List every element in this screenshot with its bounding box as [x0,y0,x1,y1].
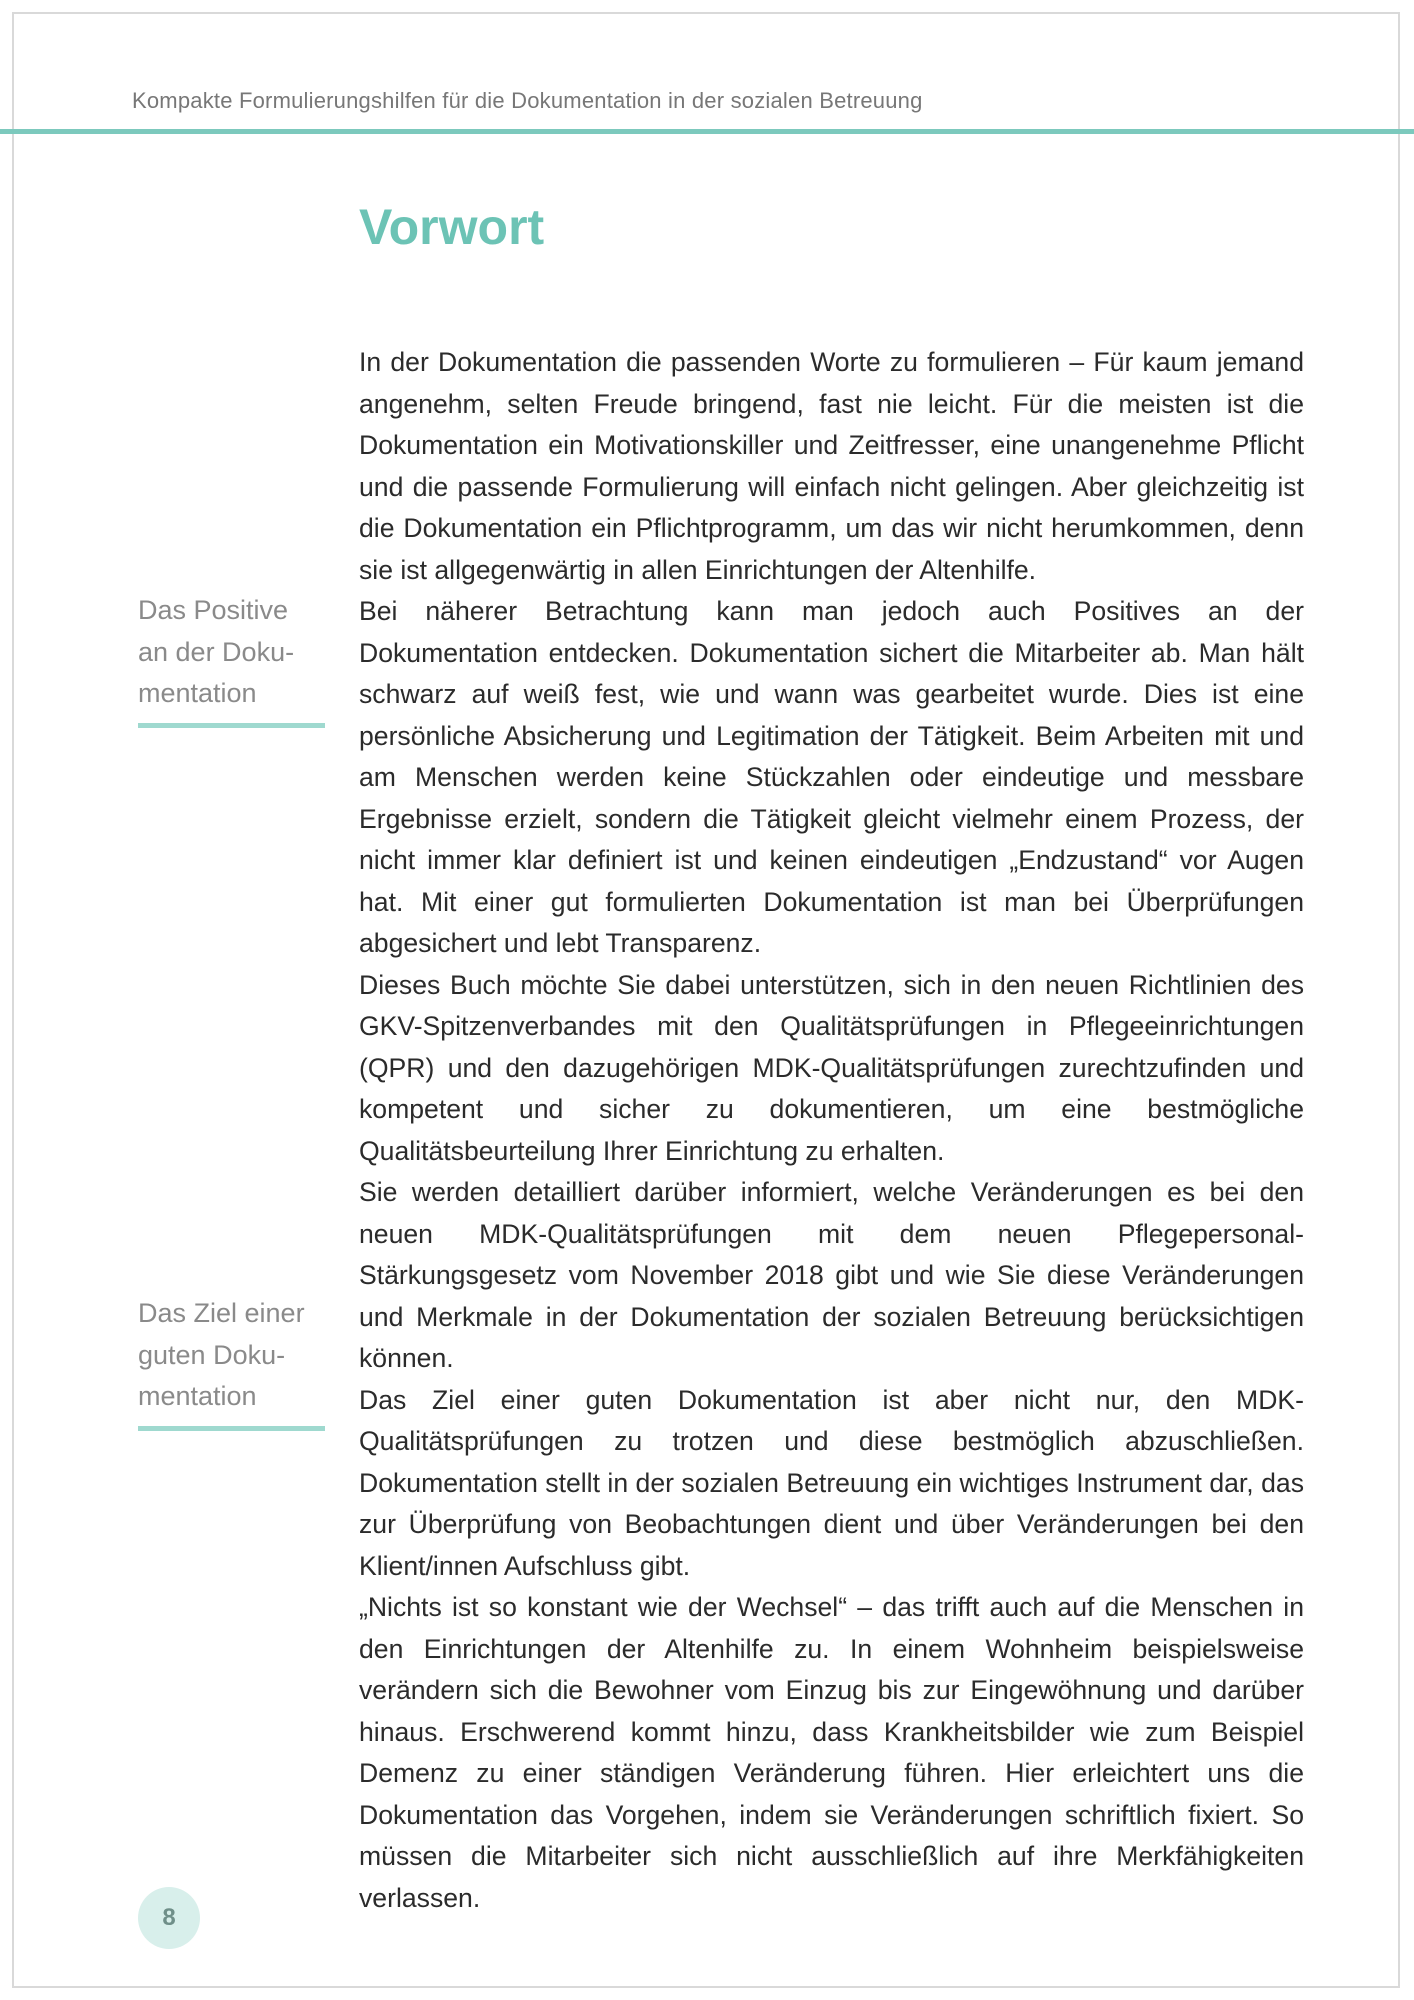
margin-note-rule [138,723,325,728]
margin-note-rule [138,1426,325,1431]
page-number-badge [138,1887,200,1949]
margin-note-line: Das Ziel einer [138,1298,305,1328]
margin-note-line: guten Doku- [138,1339,286,1370]
paragraph-positive: Bei näherer Betrachtung kann man jedoch auch Positives an der Dokumentation entdecken. Dokumentation sichert die Mitarbeiter ab. Man hält schwarz auf weiß fest, wie und wann was gearbeitet wurde. Dies ist eine persönliche Absicherung und Legitimation der Tätigkeit. Beim Arbeiten mit und am Menschen werden keine Stückzahlen oder eindeutige und messbare Ergebnisse erzielt, sondern die Tätigkeit gleicht vielmehr einem Prozess, der nicht immer klar definiert ist und keinen eindeutigen „Endzustand“ vor Augen hat. Mit einer gut formulierten Dokumentation ist man bei Überprüfungen abgesichert und lebt Transparenz. [359,596,1304,958]
paragraph-change-constant: „Nichts ist so konstant wie der Wechsel“ – das trifft auch auf die Menschen in den Einrichtungen der Altenhilfe zu. In einem Wohnheim beispielsweise verändern sich die Bewohner vom Einzug bis zur Eingewöhnung und darüber hinaus. Erschwerend kommt hinzu, dass Krankheitsbilder wie zum Beispiel Demenz zu einer ständigen Veränderung führen. Hier erleichtert uns die Dokumentation das Vorgehen, indem sie Veränderungen schriftlich fixiert. So müssen die Mitarbeiter sich nicht ausschließlich auf ihre Merkfähigkeiten verlassen. [359,1592,1304,1913]
chapter-title: Vorwort [359,199,545,255]
paragraph-goal: Das Ziel einer guten Dokumentation ist aber nicht nur, den MDK-Qualitätsprüfungen zu trotzen und diese bestmöglich abzuschließen. Dokumentation stellt in der sozialen Betreuung ein wichtiges Instrument dar, das zur Überprüfung von Beobachtungen dient und über Veränderungen bei den Klient/innen Aufschluss gibt. [359,1384,1304,1581]
body-text [359,342,1304,1919]
margin-note-line: Das Positive [138,595,289,625]
paragraph-changes: Sie werden detailliert darüber informiert, welche Veränderungen es bei den neuen MDK-Qualitätsprüfungen mit dem neuen Pflegepersonal-Stärkungsgesetz vom November 2018 gibt und wie Sie diese Veränderungen und Merkmale in der Dokumentation der sozialen Betreuung berücksichtigen können. [359,1177,1304,1373]
margin-note-line: mentation [138,678,257,708]
paragraph-purpose: Dieses Buch möchte Sie dabei unterstützen, sich in den neuen Richtlinien des GKV-Spitzenverbandes mit den Qualitätsprüfungen in Pflegeeinrichtungen (QPR) und den dazugehörigen MDK-Qualitätsprüfungen zurechtzufinden und kompetent und sicher zu dokumentieren, um eine bestmögliche Qualitätsbeurteilung Ihrer Einrichtung zu erhalten. [359,969,1304,1166]
running-header: Kompakte Formulierungshilfen für die Dokumentation in der sozialen Betreuung [132,88,923,113]
margin-note-positive [138,590,328,728]
header-rule [0,129,1414,134]
margin-note-goal [138,1293,328,1431]
margin-note-line: mentation [138,1381,257,1411]
margin-note-line: an der Doku- [138,636,295,667]
paragraph-intro: In der Dokumentation die passenden Worte zu formulieren – Für kaum jemand angenehm, selten Freude bringend, fast nie leicht. Für die meisten ist die Dokumentation ein Motivationskiller und Zeitfresser, eine unangenehme Pflicht und die passende Formulierung will einfach nicht gelingen. Aber gleichzeitig ist die Dokumentation ein Pflichtprogramm, um das wir nicht herumkommen, denn sie ist allgegenwärtig in allen Einrichtungen der Altenhilfe. [359,347,1304,585]
page-number: 8 [162,1904,176,1931]
